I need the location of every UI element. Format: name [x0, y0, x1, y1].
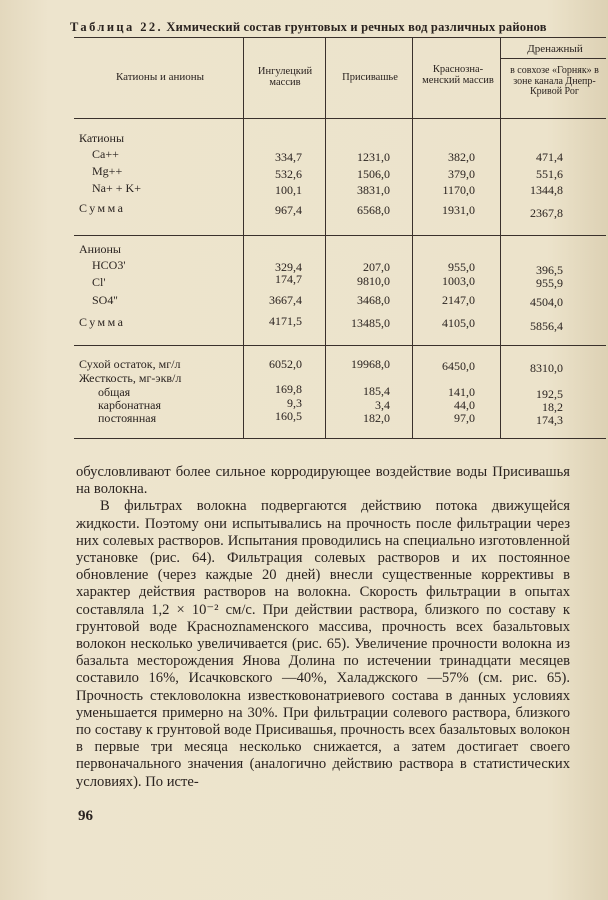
page-number: 96 [78, 808, 93, 824]
header-ingulets: Ингулецкий массив [257, 66, 313, 88]
row-permanent-v1: 160,5 [275, 409, 302, 423]
row-ca-v3: 382,0 [448, 150, 475, 164]
cations-sum-v3: 1931,0 [442, 203, 475, 217]
cations-sum-label: Сумма [79, 201, 126, 215]
row-total-v3: 141,0 [448, 385, 475, 399]
paragraph-1: обусловливают более сильное корродирующее воздействие воды Присивашья на волокна. [76, 464, 570, 498]
row-ca-v4: 471,4 [536, 150, 563, 164]
col-divider-2 [325, 37, 326, 438]
row-so4-v3: 2147,0 [442, 293, 475, 307]
cations-sum-v1: 967,4 [275, 203, 302, 217]
cations-sum-v4: 2367,8 [530, 206, 563, 220]
table-caption-text: Химический состав грунтовых и речных вод различных районов [166, 20, 547, 34]
row-cl-v2: 9810,0 [357, 274, 390, 288]
row-nak-v3: 1170,0 [442, 183, 475, 197]
row-permanent-label: постоянная [98, 411, 157, 425]
col-divider-3 [412, 37, 413, 438]
row-hco3-v2: 207,0 [363, 260, 390, 274]
table-bottom-rule [74, 438, 606, 439]
row-mg-v2: 1506,0 [357, 167, 390, 181]
cations-sum-v2: 6568,0 [357, 203, 390, 217]
row-so4-v4: 4504,0 [530, 295, 563, 309]
group-header-rule [500, 58, 606, 59]
row-carbonate-v4: 18,2 [542, 400, 563, 414]
row-cl-label: Cl' [92, 275, 106, 289]
row-nak-v4: 1344,8 [530, 183, 563, 197]
row-total-v2: 185,4 [363, 384, 390, 398]
row-permanent-v3: 97,0 [454, 411, 475, 425]
row-hco3-v1: 329,4 [275, 260, 302, 274]
row-total-label: общая [98, 385, 131, 399]
row-cl-v4: 955,9 [536, 276, 563, 290]
row-ca-label: Ca++ [92, 147, 119, 161]
body-text [76, 464, 570, 791]
header-ions: Катионы и анионы [115, 71, 205, 83]
row-permanent-v4: 174,3 [536, 413, 563, 427]
row-nak-v2: 3831,0 [357, 183, 390, 197]
row-carbonate-v1: 9,3 [287, 396, 302, 410]
dry-residue-v4: 8310,0 [530, 361, 563, 375]
row-cl-v3: 1003,0 [442, 274, 475, 288]
paragraph-2: В фильтрах волокна подвергаются действию потока движущейся жидкости. Поэтому они испытывались на прочность после фильтрации через них солевых растворов. Испытания проводились на специально изготовленной установке (рис. 64). Фильтрация солевых растворов и их постоянное обновление (через каждые 20 дней) внесли существенные коррективы в характер действия растворов на волокна. Скорость фильтрации в опытах составляла 1,2 × 10⁻² см/с. При действии раствора, близкого по составу к грунтовой воде Красноznаменского массива, прочность всех базальтовых волокон несколько увеличивается (рис. 65). Увеличение прочности волокна из базальта месторождения Янова Долина по истечении тринадцати месяцев составило 16%, Исачковского —40%, Халаджского —57% (см. рис. 65). Прочность стекловолокна известковонатриевого состава в данных условиях уменьшается примерно на 30%. При фильтрации солевого раствора, близкого по составу к грунтовой воде Присивашья, прочность всех базальтовых волокон в первые три месяца несколько снижается, а затем достигает своего первоначального значения (аналогично действию раствора в статистических условиях). По исте- [76, 498, 570, 790]
anions-sum-v2: 13485,0 [351, 316, 390, 330]
row-mg-label: Mg++ [92, 164, 123, 178]
row-ca-v2: 1231,0 [357, 150, 390, 164]
table-caption-prefix: Таблица 22. [70, 20, 164, 34]
row-ca-v1: 334,7 [275, 150, 302, 164]
row-mg-v1: 532,6 [275, 167, 302, 181]
row-total-v1: 169,8 [275, 382, 302, 396]
row-permanent-v2: 182,0 [363, 411, 390, 425]
dry-residue-v3: 6450,0 [442, 359, 475, 373]
cations-bottom-rule [74, 235, 606, 236]
row-carbonate-label: карбонатная [98, 398, 162, 412]
row-total-v4: 192,5 [536, 387, 563, 401]
table-top-rule [74, 37, 606, 38]
row-mg-v4: 551,6 [536, 167, 563, 181]
row-cl-v1: 174,7 [275, 272, 302, 286]
anions-sum-label: Сумма [79, 315, 126, 329]
header-bottom-rule [74, 118, 606, 119]
row-mg-v3: 379,0 [448, 167, 475, 181]
dry-residue-label: Сухой остаток, мг/л [79, 357, 181, 371]
row-so4-v2: 3468,0 [357, 293, 390, 307]
header-prisivash: Присивашье [342, 72, 398, 83]
hardness-title: Жесткость, мг-экв/л [79, 371, 182, 385]
dry-residue-v2: 19968,0 [351, 357, 390, 371]
row-so4-label: SO4'' [92, 293, 118, 307]
dry-residue-v1: 6052,0 [269, 357, 302, 371]
header-gornyak: в совхозе «Горняк» в зоне канала Днепр-Кривой Рог [510, 65, 599, 97]
col-divider-4 [500, 37, 501, 438]
row-nak-label: Na+ + K+ [92, 181, 141, 195]
cations-title: Катионы [79, 131, 125, 145]
row-hco3-v4: 396,5 [536, 263, 563, 277]
row-carbonate-v2: 3,4 [375, 398, 390, 412]
row-carbonate-v3: 44,0 [454, 398, 475, 412]
col-divider-1 [243, 37, 244, 438]
anions-sum-v3: 4105,0 [442, 316, 475, 330]
anions-title: Анионы [79, 242, 121, 256]
row-hco3-label: HCO3' [92, 258, 126, 272]
row-so4-v1: 3667,4 [269, 293, 302, 307]
anions-sum-v1: 4171,5 [269, 314, 302, 328]
anions-sum-v4: 5856,4 [530, 319, 563, 333]
header-krasnoznamensky: Краснозна-менский массив [422, 64, 494, 86]
anions-bottom-rule [74, 345, 606, 346]
row-hco3-v3: 955,0 [448, 260, 475, 274]
row-nak-v1: 100,1 [275, 183, 302, 197]
table-caption [70, 20, 600, 35]
header-drainage-group: Дренажный [527, 43, 583, 55]
